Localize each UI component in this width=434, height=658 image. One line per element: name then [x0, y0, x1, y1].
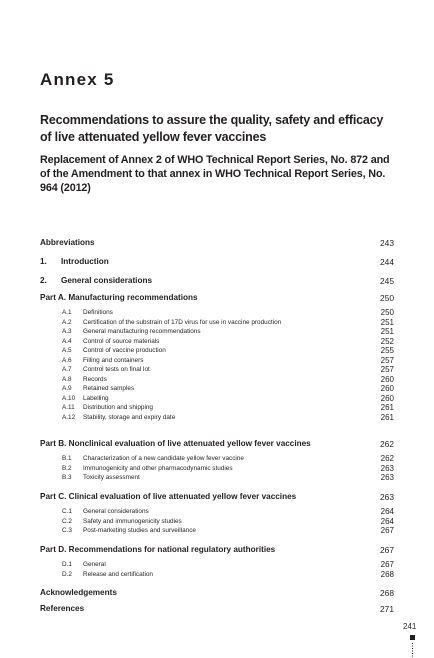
- toc-label: Control tests on final lot: [83, 366, 150, 373]
- toc-label: Release and certification: [83, 570, 153, 578]
- toc-number: C.2: [62, 517, 72, 525]
- toc-entry-introduction[interactable]: [40, 257, 394, 269]
- toc-label: Toxicity assessment: [83, 474, 140, 481]
- toc-number: A.4: [62, 337, 72, 345]
- toc-label: Abbreviations: [40, 238, 95, 247]
- toc-label: Labelling: [83, 394, 109, 402]
- toc-page: 262: [380, 454, 394, 463]
- toc-label: Definitions: [83, 309, 113, 316]
- toc-label: Certification of the substrain of 17D virus for use in vaccine production: [83, 318, 282, 326]
- toc-page: 271: [380, 604, 394, 614]
- toc-page: 261: [380, 403, 394, 412]
- toc-number: C.3: [62, 527, 72, 534]
- toc-number: 2.: [40, 276, 47, 285]
- toc-subentry-b3[interactable]: [40, 474, 394, 486]
- toc-number: A.9: [62, 385, 72, 392]
- toc-subentry-d2[interactable]: [40, 571, 394, 583]
- toc-page: 245: [380, 276, 394, 286]
- toc-label: Stability, storage and expiry date: [83, 413, 176, 421]
- page-marker-square: [410, 635, 415, 640]
- toc-number: D.2: [62, 570, 72, 578]
- toc-page: 262: [380, 439, 394, 449]
- toc-page: 252: [380, 336, 394, 346]
- toc-label: Part C. Clinical evaluation of live attenuated yellow fever vaccines: [40, 492, 297, 501]
- toc-label: Part A. Manufacturing recommendations: [40, 293, 198, 302]
- toc-page: 243: [380, 238, 394, 248]
- toc-entry-abbreviations[interactable]: [40, 238, 394, 250]
- toc-entry-acknowledgements[interactable]: [40, 588, 394, 600]
- toc-number: A.6: [62, 356, 72, 364]
- toc-page: 264: [380, 507, 394, 516]
- toc-page: 251: [380, 327, 394, 336]
- toc-subentry-c3[interactable]: [40, 527, 394, 539]
- page-marker-dots: [412, 643, 413, 657]
- toc-page: 268: [380, 569, 394, 579]
- annex-title: Annex 5: [40, 70, 115, 89]
- toc-number: B.2: [62, 464, 72, 472]
- toc-page: 250: [380, 293, 394, 303]
- toc-number: A.11: [62, 404, 75, 411]
- toc-entry-general-considerations[interactable]: [40, 276, 394, 288]
- toc-label: Retained samples: [83, 385, 135, 392]
- toc-number: A.10: [62, 394, 76, 402]
- toc-number: B.3: [62, 474, 72, 481]
- toc-page: 257: [380, 355, 394, 365]
- toc-page: 267: [380, 560, 394, 569]
- toc-label: Control of source materials: [83, 337, 160, 345]
- toc-number: A.12: [62, 413, 76, 421]
- toc-page: 244: [380, 257, 394, 267]
- document-title: Recommendations to assure the quality, safety and efficacy of live attenuated yellow fever vaccines: [40, 113, 384, 144]
- toc-label: General considerations: [83, 508, 149, 515]
- toc-page: 260: [380, 374, 394, 384]
- toc-entry-part-a[interactable]: [40, 293, 394, 305]
- toc-page: 260: [380, 393, 394, 403]
- toc-label: Post-marketing studies and surveillance: [83, 527, 196, 534]
- toc-number: 1.: [40, 257, 47, 266]
- toc-label: Filling and containers: [83, 356, 144, 364]
- toc-label: Control of vaccine production: [83, 347, 166, 354]
- toc-page: 260: [380, 384, 394, 393]
- toc-number: A.3: [62, 328, 72, 335]
- toc-label: General manufacturing recommendations: [83, 328, 201, 335]
- toc-label: References: [40, 604, 85, 613]
- toc-label: Safety and immunogenicity studies: [83, 517, 182, 525]
- toc-entry-part-d[interactable]: [40, 545, 394, 557]
- toc-page: 263: [380, 473, 394, 482]
- toc-entry-part-b[interactable]: [40, 439, 394, 451]
- toc-number: A.2: [62, 318, 72, 326]
- toc-page: 267: [380, 526, 394, 535]
- page-number: 241: [403, 622, 417, 631]
- toc-subentry-a12[interactable]: [40, 414, 394, 426]
- toc-page: 264: [380, 516, 394, 526]
- toc-page: 268: [380, 588, 394, 598]
- toc-entry-part-c[interactable]: [40, 492, 394, 504]
- toc-number: C.1: [62, 508, 72, 515]
- toc-page: 263: [380, 492, 394, 502]
- toc-label: Immunogenicity and other pharmacodynamic studies: [83, 464, 233, 472]
- toc-page: 251: [380, 317, 394, 327]
- toc-entry-references[interactable]: [40, 604, 394, 616]
- document-subtitle: Replacement of Annex 2 of WHO Technical Report Series, No. 872 and of the Amendment to that annex in WHO Technical Report Series, No. 964 (2012): [40, 154, 390, 194]
- toc-label: General: [83, 561, 106, 568]
- toc-label: Part D. Recommendations for national regulatory authorities: [40, 545, 276, 554]
- toc-page: 263: [380, 463, 394, 473]
- toc-number: A.8: [62, 375, 72, 383]
- toc-number: A.5: [62, 347, 72, 354]
- toc-label: Introduction: [61, 257, 109, 266]
- toc-page: 257: [380, 365, 394, 374]
- toc-number: A.1: [62, 309, 72, 316]
- toc-page: 255: [380, 346, 394, 355]
- toc-page: 250: [380, 308, 394, 317]
- toc-label: Characterization of a new candidate yellow fever vaccine: [83, 455, 244, 462]
- toc-label: Acknowledgements: [40, 588, 117, 597]
- toc-label: Distribution and shipping: [83, 404, 153, 411]
- toc-page: 261: [380, 412, 394, 422]
- toc-label: Records: [83, 375, 107, 383]
- toc-label: Part B. Nonclinical evaluation of live attenuated yellow fever vaccines: [40, 439, 311, 448]
- toc-number: A.7: [62, 366, 72, 373]
- toc-number: D.1: [62, 561, 72, 568]
- toc-number: B.1: [62, 455, 72, 462]
- toc-page: 267: [380, 545, 394, 555]
- toc-label: General considerations: [61, 276, 153, 285]
